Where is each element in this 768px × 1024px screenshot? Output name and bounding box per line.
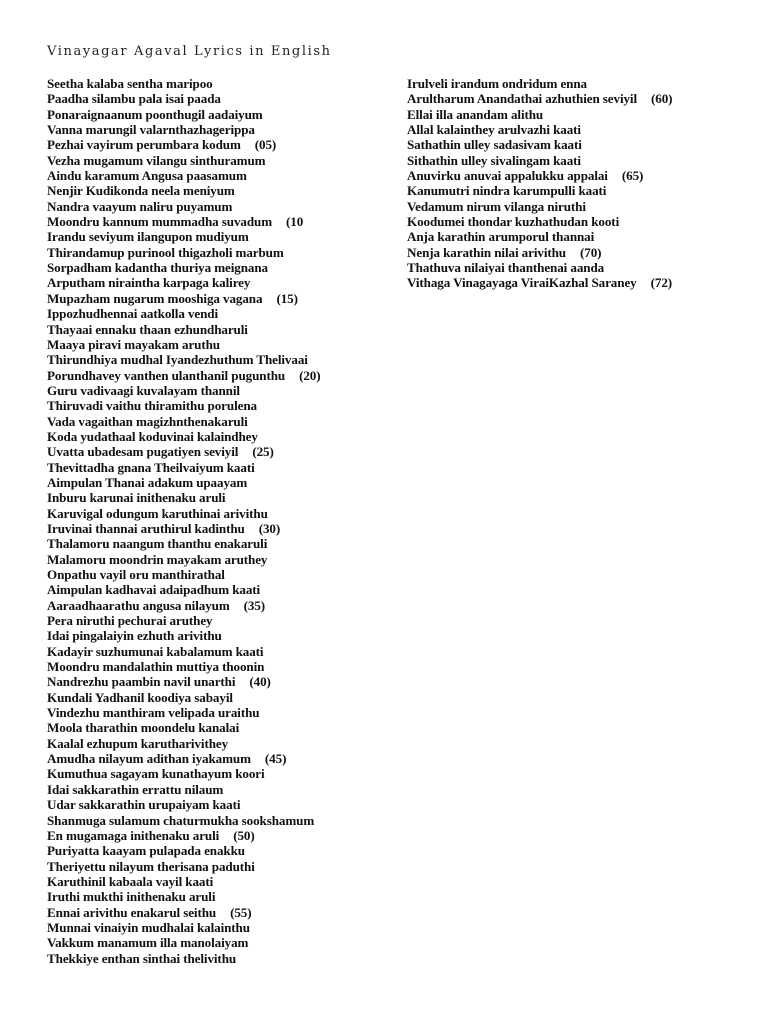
verse-number: (10 [286, 214, 304, 230]
lyric-text: Vada vagaithan magizhnthenakaruli [47, 413, 248, 429]
lyric-line [47, 720, 367, 735]
lyric-line [47, 951, 367, 966]
lyric-line [407, 260, 727, 275]
lyric-line [47, 859, 367, 874]
lyric-text: Amudha nilayum adithan iyakamum [47, 751, 251, 767]
lyric-text: Thirundhiya mudhal Iyandezhuthum Thelivaai [47, 352, 308, 368]
lyric-line [47, 229, 367, 244]
lyric-line [407, 122, 727, 137]
lyric-text: Aindu karamum Angusa paasamum [47, 168, 247, 184]
lyric-line [407, 91, 727, 106]
lyric-line [47, 306, 367, 321]
lyric-text: Karuvigal odungum karuthinai arivithu [47, 505, 268, 521]
lyric-text: Thalamoru naangum thanthu enakaruli [47, 536, 268, 552]
lyric-line [47, 153, 367, 168]
lyric-line [47, 828, 367, 843]
lyric-text: Aimpulan Thanai adakum upaayam [47, 474, 248, 490]
verse-number: (15) [276, 290, 298, 306]
verse-number: (05) [254, 137, 277, 153]
lyric-line [47, 322, 367, 337]
lyric-text: Munnai vinaiyin mudhalai kalainthu [47, 919, 250, 935]
lyric-line [47, 137, 367, 152]
lyric-line [47, 122, 367, 137]
lyric-text: Moola tharathin moondelu kanalai [47, 720, 240, 736]
lyric-line [47, 567, 367, 582]
lyric-line [407, 76, 727, 91]
lyric-text: Iruthi mukthi inithenaku aruli [47, 889, 216, 905]
lyric-line [407, 245, 727, 260]
lyric-line [47, 368, 367, 383]
lyric-line [47, 398, 367, 413]
lyric-line [47, 245, 367, 260]
lyric-text: Koodumei thondar kuzhathudan kooti [407, 214, 620, 230]
lyric-line [47, 766, 367, 781]
lyric-line [47, 275, 367, 290]
document-title: Vinayagar Agaval Lyrics in English [47, 44, 332, 59]
lyric-text: Sithathin ulley sivalingam kaati [407, 152, 581, 168]
lyric-text: Vakkum manamum illa manolaiyam [47, 935, 249, 951]
lyric-text: Karuthinil kabaala vayil kaati [47, 873, 214, 889]
lyric-text: Vindezhu manthiram velipada uraithu [47, 705, 260, 721]
verse-number: (60) [651, 91, 673, 107]
lyric-text: Puriyatta kaayam pulapada enakku [47, 843, 245, 859]
lyric-line [47, 414, 367, 429]
lyric-line [47, 843, 367, 858]
verse-number: (50) [233, 827, 255, 843]
lyric-text: Ennai arivithu enakarul seithu [47, 904, 217, 920]
lyric-text: Thiruvadi vaithu thiramithu porulena [47, 398, 257, 414]
lyric-text: Iruvinai thannai aruthirul kadinthu [47, 520, 245, 536]
lyric-text: Kaalal ezhupum karutharivithey [47, 735, 229, 751]
lyric-text: Nandra vaayum naliru puyamum [47, 198, 233, 214]
lyric-line [47, 521, 367, 536]
lyric-text: Porundhavey vanthen ulanthanil pugunthu [47, 367, 286, 383]
lyric-text: Aaraadhaarathu angusa nilayum [47, 597, 230, 613]
lyric-text: Nenjir Kudikonda neela meniyum [47, 183, 235, 199]
lyric-line [47, 490, 367, 505]
lyric-line [47, 506, 367, 521]
lyric-line [47, 107, 367, 122]
lyric-line [47, 460, 367, 475]
lyric-line [407, 107, 727, 122]
lyric-text: Kundali Yadhanil koodiya sabayil [47, 689, 233, 705]
lyric-text: Allal kalainthey arulvazhi kaati [407, 122, 581, 138]
lyric-line [47, 889, 367, 904]
lyric-text: Inburu karunai inithenaku aruli [47, 490, 226, 506]
lyric-text: Anuvirku anuvai appalukku appalai [407, 168, 608, 184]
lyric-text: Irulveli irandum ondridum enna [407, 76, 587, 91]
lyric-text: Seetha kalaba sentha maripoo [47, 76, 213, 91]
lyric-line [47, 552, 367, 567]
lyric-text: Thathuva nilaiyai thanthenai aanda [407, 260, 605, 276]
lyric-text: Shanmuga sulamum chaturmukha sookshamum [47, 812, 315, 828]
lyric-line [407, 214, 727, 229]
verse-number: (20) [299, 367, 321, 383]
lyric-line [47, 76, 367, 91]
lyrics-right-column [407, 76, 727, 291]
lyric-text: Kanumutri nindra karumpulli kaati [407, 183, 607, 199]
lyric-text: Sathathin ulley sadasivam kaati [407, 137, 582, 153]
lyric-line [407, 168, 727, 183]
lyric-line [47, 613, 367, 628]
lyric-text: Malamoru moondrin mayakam aruthey [47, 551, 268, 567]
lyric-line [47, 905, 367, 920]
lyric-text: Vedamum nirum vilanga niruthi [407, 198, 586, 214]
lyric-text: Onpathu vayil oru manthirathal [47, 567, 225, 582]
verse-number: (40) [249, 674, 271, 690]
lyric-text: Theriyettu nilayum therisana paduthi [47, 858, 255, 874]
lyric-line [47, 183, 367, 198]
lyric-line [47, 582, 367, 597]
lyric-line [47, 291, 367, 306]
lyric-text: Vezha mugamum vilangu sinthuramum [47, 152, 266, 168]
lyric-text: Mupazham nugarum mooshiga vagana [47, 290, 263, 306]
verse-number: (30) [258, 520, 281, 536]
lyrics-left-column [47, 76, 367, 966]
lyric-line [47, 874, 367, 889]
lyric-line [47, 214, 367, 229]
lyric-text: Vithaga Vinagayaga ViraiKazhal Saraney [407, 275, 637, 291]
lyric-line [47, 337, 367, 352]
lyric-line [47, 168, 367, 183]
lyric-line [47, 199, 367, 214]
lyric-text: Pezhai vayirum perumbara kodum [47, 137, 241, 153]
lyric-text: Arultharum Anandathai azhuthien seviyil [407, 91, 638, 107]
lyric-line [47, 628, 367, 643]
lyric-line [47, 383, 367, 398]
lyric-text: Maaya piravi mayakam aruthu [47, 336, 220, 352]
lyric-line [47, 705, 367, 720]
lyric-text: Thekkiye enthan sinthai thelivithu [47, 950, 237, 966]
lyric-line [47, 813, 367, 828]
lyric-text: En mugamaga inithenaku aruli [47, 827, 220, 843]
lyric-text: Ellai illa anandam alithu [407, 106, 544, 122]
lyric-line [47, 475, 367, 490]
lyric-text: Irandu seviyum ilangupon mudiyum [47, 229, 249, 245]
lyric-text: Pera niruthi pechurai aruthey [47, 613, 213, 629]
lyric-text: Uvatta ubadesam pugatiyen seviyil [47, 444, 239, 460]
lyric-line [47, 782, 367, 797]
lyric-line [47, 797, 367, 812]
lyric-line [47, 690, 367, 705]
lyric-text: Thayaai ennaku thaan ezhundharuli [47, 321, 248, 337]
lyric-line [47, 352, 367, 367]
lyric-text: Nandrezhu paambin navil unarthi [47, 674, 236, 690]
lyric-text: Ippozhudhennai aatkolla vendi [47, 306, 219, 322]
lyric-line [47, 444, 367, 459]
lyric-text: Sorpadham kadantha thuriya meignana [47, 260, 268, 276]
lyric-text: Idai pingalaiyin ezhuth arivithu [47, 628, 222, 644]
lyric-text: Kumuthua sagayam kunathayum koori [47, 766, 265, 782]
lyric-line [47, 659, 367, 674]
lyric-text: Aimpulan kadhavai adaipadhum kaati [47, 582, 261, 598]
lyric-text: Arputham niraintha karpaga kalirey [47, 275, 251, 291]
verse-number: (70) [579, 244, 602, 260]
verse-number: (72) [650, 275, 673, 291]
lyric-line [47, 598, 367, 613]
lyric-line [47, 260, 367, 275]
lyric-text: Udar sakkarathin urupaiyam kaati [47, 797, 241, 813]
lyric-line [47, 935, 367, 950]
lyric-line [407, 199, 727, 214]
lyric-line [407, 229, 727, 244]
verse-number: (45) [264, 751, 287, 767]
lyric-text: Anja karathin arumporul thannai [407, 229, 595, 245]
verse-number: (55) [230, 904, 252, 920]
lyric-text: Idai sakkarathin errattu nilaum [47, 781, 224, 797]
lyric-text: Thevittadha gnana Theilvaiyum kaati [47, 459, 255, 475]
lyric-text: Moondru mandalathin muttiya thoonin [47, 659, 265, 675]
lyric-text: Thirandamup purinool thigazholi marbum [47, 244, 284, 260]
lyric-line [47, 736, 367, 751]
verse-number: (65) [621, 168, 644, 184]
lyric-line [407, 137, 727, 152]
lyric-text: Guru vadivaagi kuvalayam thannil [47, 382, 240, 398]
lyric-line [47, 91, 367, 106]
lyric-text: Paadha silambu pala isai paada [47, 91, 221, 107]
lyric-line [407, 275, 727, 290]
lyric-text: Nenja karathin nilai arivithu [407, 244, 566, 260]
lyric-text: Vanna marungil valarnthazhagerippa [47, 122, 255, 138]
verse-number: (35) [243, 597, 266, 613]
lyric-line [47, 751, 367, 766]
lyric-line [407, 183, 727, 198]
lyric-text: Kadayir suzhumunai kabalamum kaati [47, 643, 264, 659]
lyric-text: Moondru kannum mummadha suvadum [47, 214, 273, 230]
lyric-line [47, 644, 367, 659]
lyric-text: Ponaraignaanum poonthugil aadaiyum [47, 106, 263, 122]
lyric-line [47, 536, 367, 551]
lyric-text: Koda yudathaal koduvinai kalaindhey [47, 428, 258, 444]
lyric-line [47, 674, 367, 689]
verse-number: (25) [252, 444, 274, 460]
lyric-line [47, 920, 367, 935]
lyric-line [407, 153, 727, 168]
lyric-line [47, 429, 367, 444]
